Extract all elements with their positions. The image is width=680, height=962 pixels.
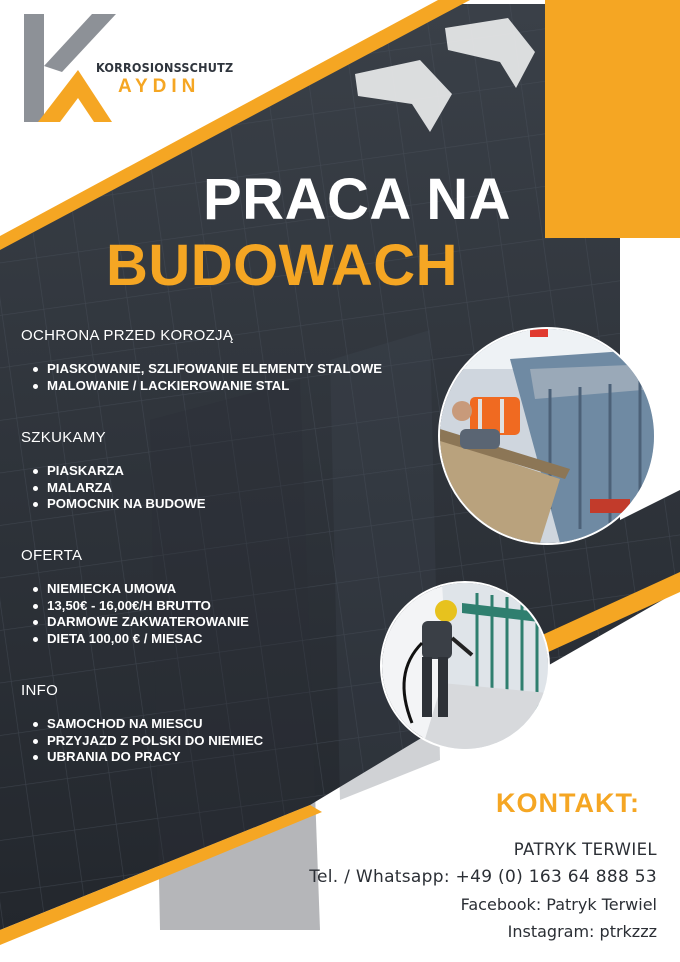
list-item: DARMOWE ZAKWATEROWANIE — [33, 614, 249, 631]
section-protection — [21, 327, 382, 394]
list-item: SAMOCHOD NA MIESCU — [33, 716, 263, 733]
list-item: MALARZA — [33, 480, 206, 497]
section-title: INFO — [21, 682, 59, 699]
list-item: MALOWANIE / LACKIEROWANIE STAL — [33, 378, 382, 395]
contact-phone: Tel. / Whatsapp: +49 (0) 163 64 888 53 — [309, 867, 657, 887]
logo-name-top: KORROSIONSSCHUTZ — [96, 60, 234, 75]
section-title: OFERTA — [21, 547, 83, 564]
photo-sandblaster — [380, 581, 550, 751]
list-item: PIASKOWANIE, SZLIFOWANIE ELEMENTY STALOWE — [33, 361, 382, 378]
headline-line-1: PRACA NA — [203, 167, 511, 232]
section-list — [33, 581, 249, 647]
section-list — [33, 361, 382, 394]
section-title: OCHRONA PRZED KOROZJĄ — [21, 327, 234, 344]
list-item: UBRANIA DO PRACY — [33, 749, 263, 766]
list-item: 13,50€ - 16,00€/H BRUTTO — [33, 598, 249, 615]
list-item: NIEMIECKA UMOWA — [33, 581, 249, 598]
list-item: PRZYJAZD Z POLSKI DO NIEMIEC — [33, 733, 263, 750]
contact-name: PATRYK TERWIEL — [513, 840, 657, 859]
company-logo — [22, 14, 234, 126]
section-list — [33, 716, 263, 766]
photo-steel-worker — [438, 327, 656, 545]
contact-instagram: Instagram: ptrkzzz — [507, 922, 657, 941]
section-info — [21, 682, 263, 766]
contact-title: KONTAKT: — [496, 788, 640, 818]
contact-facebook: Facebook: Patryk Terwiel — [460, 895, 657, 914]
section-title: SZKUKAMY — [21, 429, 106, 446]
list-item: DIETA 100,00 € / MIESAC — [33, 631, 249, 648]
list-item: PIASKARZA — [33, 463, 206, 480]
orange-band-right — [545, 0, 680, 238]
section-list — [33, 463, 206, 513]
section-searching — [21, 429, 206, 513]
logo-name-bottom: AYDIN — [118, 76, 201, 97]
list-item: POMOCNIK NA BUDOWE — [33, 496, 206, 513]
section-offer — [21, 547, 249, 647]
headline-line-2: BUDOWACH — [106, 233, 458, 298]
